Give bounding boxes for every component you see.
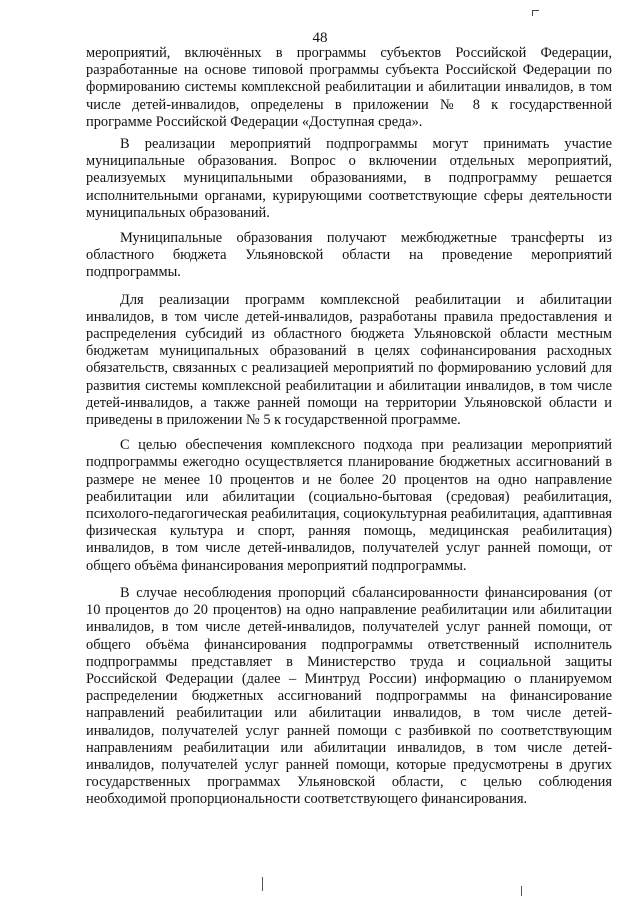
scan-corner-mark — [532, 10, 539, 16]
paragraph-proportion-balance: В случае несоблюдения пропорций сбалансированности финансирования (от 10 процентов до 20 процентов) на одно направление реабилитации или абилитации инвалидов, в том числе детей-инвалидов, получателей услуг ранней помощи, от общего объёма финансирования подпрограммы ответственный исполнитель подпрограммы представляет в Министерство труда и социальной защиты Российской Федерации (далее – Минтруд России) информацию о планируемом распределении бюджетных ассигнований подпрограммы на финансирование направлений реабилитации или абилитации инвалидов, в том числе детей-инвалидов, получателей услуг ранней помощи с разбивкой по соответствующим направлениям реабилитации или абилитации инвалидов, в том числе детей-инвалидов, получателей услуг ранней помощи, которые предусмотрены в других государственных программах Ульяновской области, с целью соблюдения необходимой пропорциональности соответствующего финансирования. — [86, 584, 612, 808]
page-number: 48 — [312, 30, 328, 46]
document-body — [86, 45, 612, 809]
paragraph-municipal-participation: В реализации мероприятий подпрограммы могут принимать участие муниципальные образования. Вопрос о включении отдельных мероприятий, реализуемых муниципальными образованиями, в подпрограмму решается исполнительными органами, курирующими соответствующие сферы деятельности муниципальных образований. — [86, 136, 612, 221]
scan-artifact-mark — [521, 886, 522, 896]
paragraph-continuation: мероприятий, включённых в программы субъектов Российской Федерации, разработанные на основе типовой программы субъекта Российской Федерации по формированию системы комплексной реабилитации и абилитации инвалидов, в том числе детей-инвалидов, определены в приложении № 8 к государственной программе Российской Федерации «Доступная среда». — [86, 45, 612, 130]
scan-artifact-mark — [262, 877, 263, 891]
paragraph-subsidy-rules: Для реализации программ комплексной реабилитации и абилитации инвалидов, в том числе детей-инвалидов, разработаны правила предоставления и распределения субсидий из областного бюджета Ульяновской области местным бюджетам муниципальных образований в целях софинансирования расходных обязательств, связанных с реализацией мероприятий по формированию условий для развития системы комплексной реабилитации и абилитации инвалидов, в том числе детей-инвалидов, а также ранней помощи на территории Ульяновской области и приведены в приложении № 5 к государственной программе. — [86, 291, 612, 429]
paragraph-interbudget-transfers: Муниципальные образования получают межбюджетные трансферты из областного бюджета Ульяновской области на проведение мероприятий подпрограммы. — [86, 230, 612, 281]
paragraph-budget-planning: С целью обеспечения комплексного подхода при реализации мероприятий подпрограммы ежегодно осуществляется планирование бюджетных ассигнований в размере не менее 10 процентов и не более 20 процентов на одно направление реабилитации или абилитации (социально-бытовая (средовая) реабилитация, психолого-педагогическая реабилитация, социокультурная реабилитация, адаптивная физическая культура и спорт, ранняя помощь, медицинская реабилитация) инвалидов, в том числе детей-инвалидов, получателей услуг ранней помощи, от общего объёма финансирования мероприятий подпрограммы. — [86, 437, 612, 574]
